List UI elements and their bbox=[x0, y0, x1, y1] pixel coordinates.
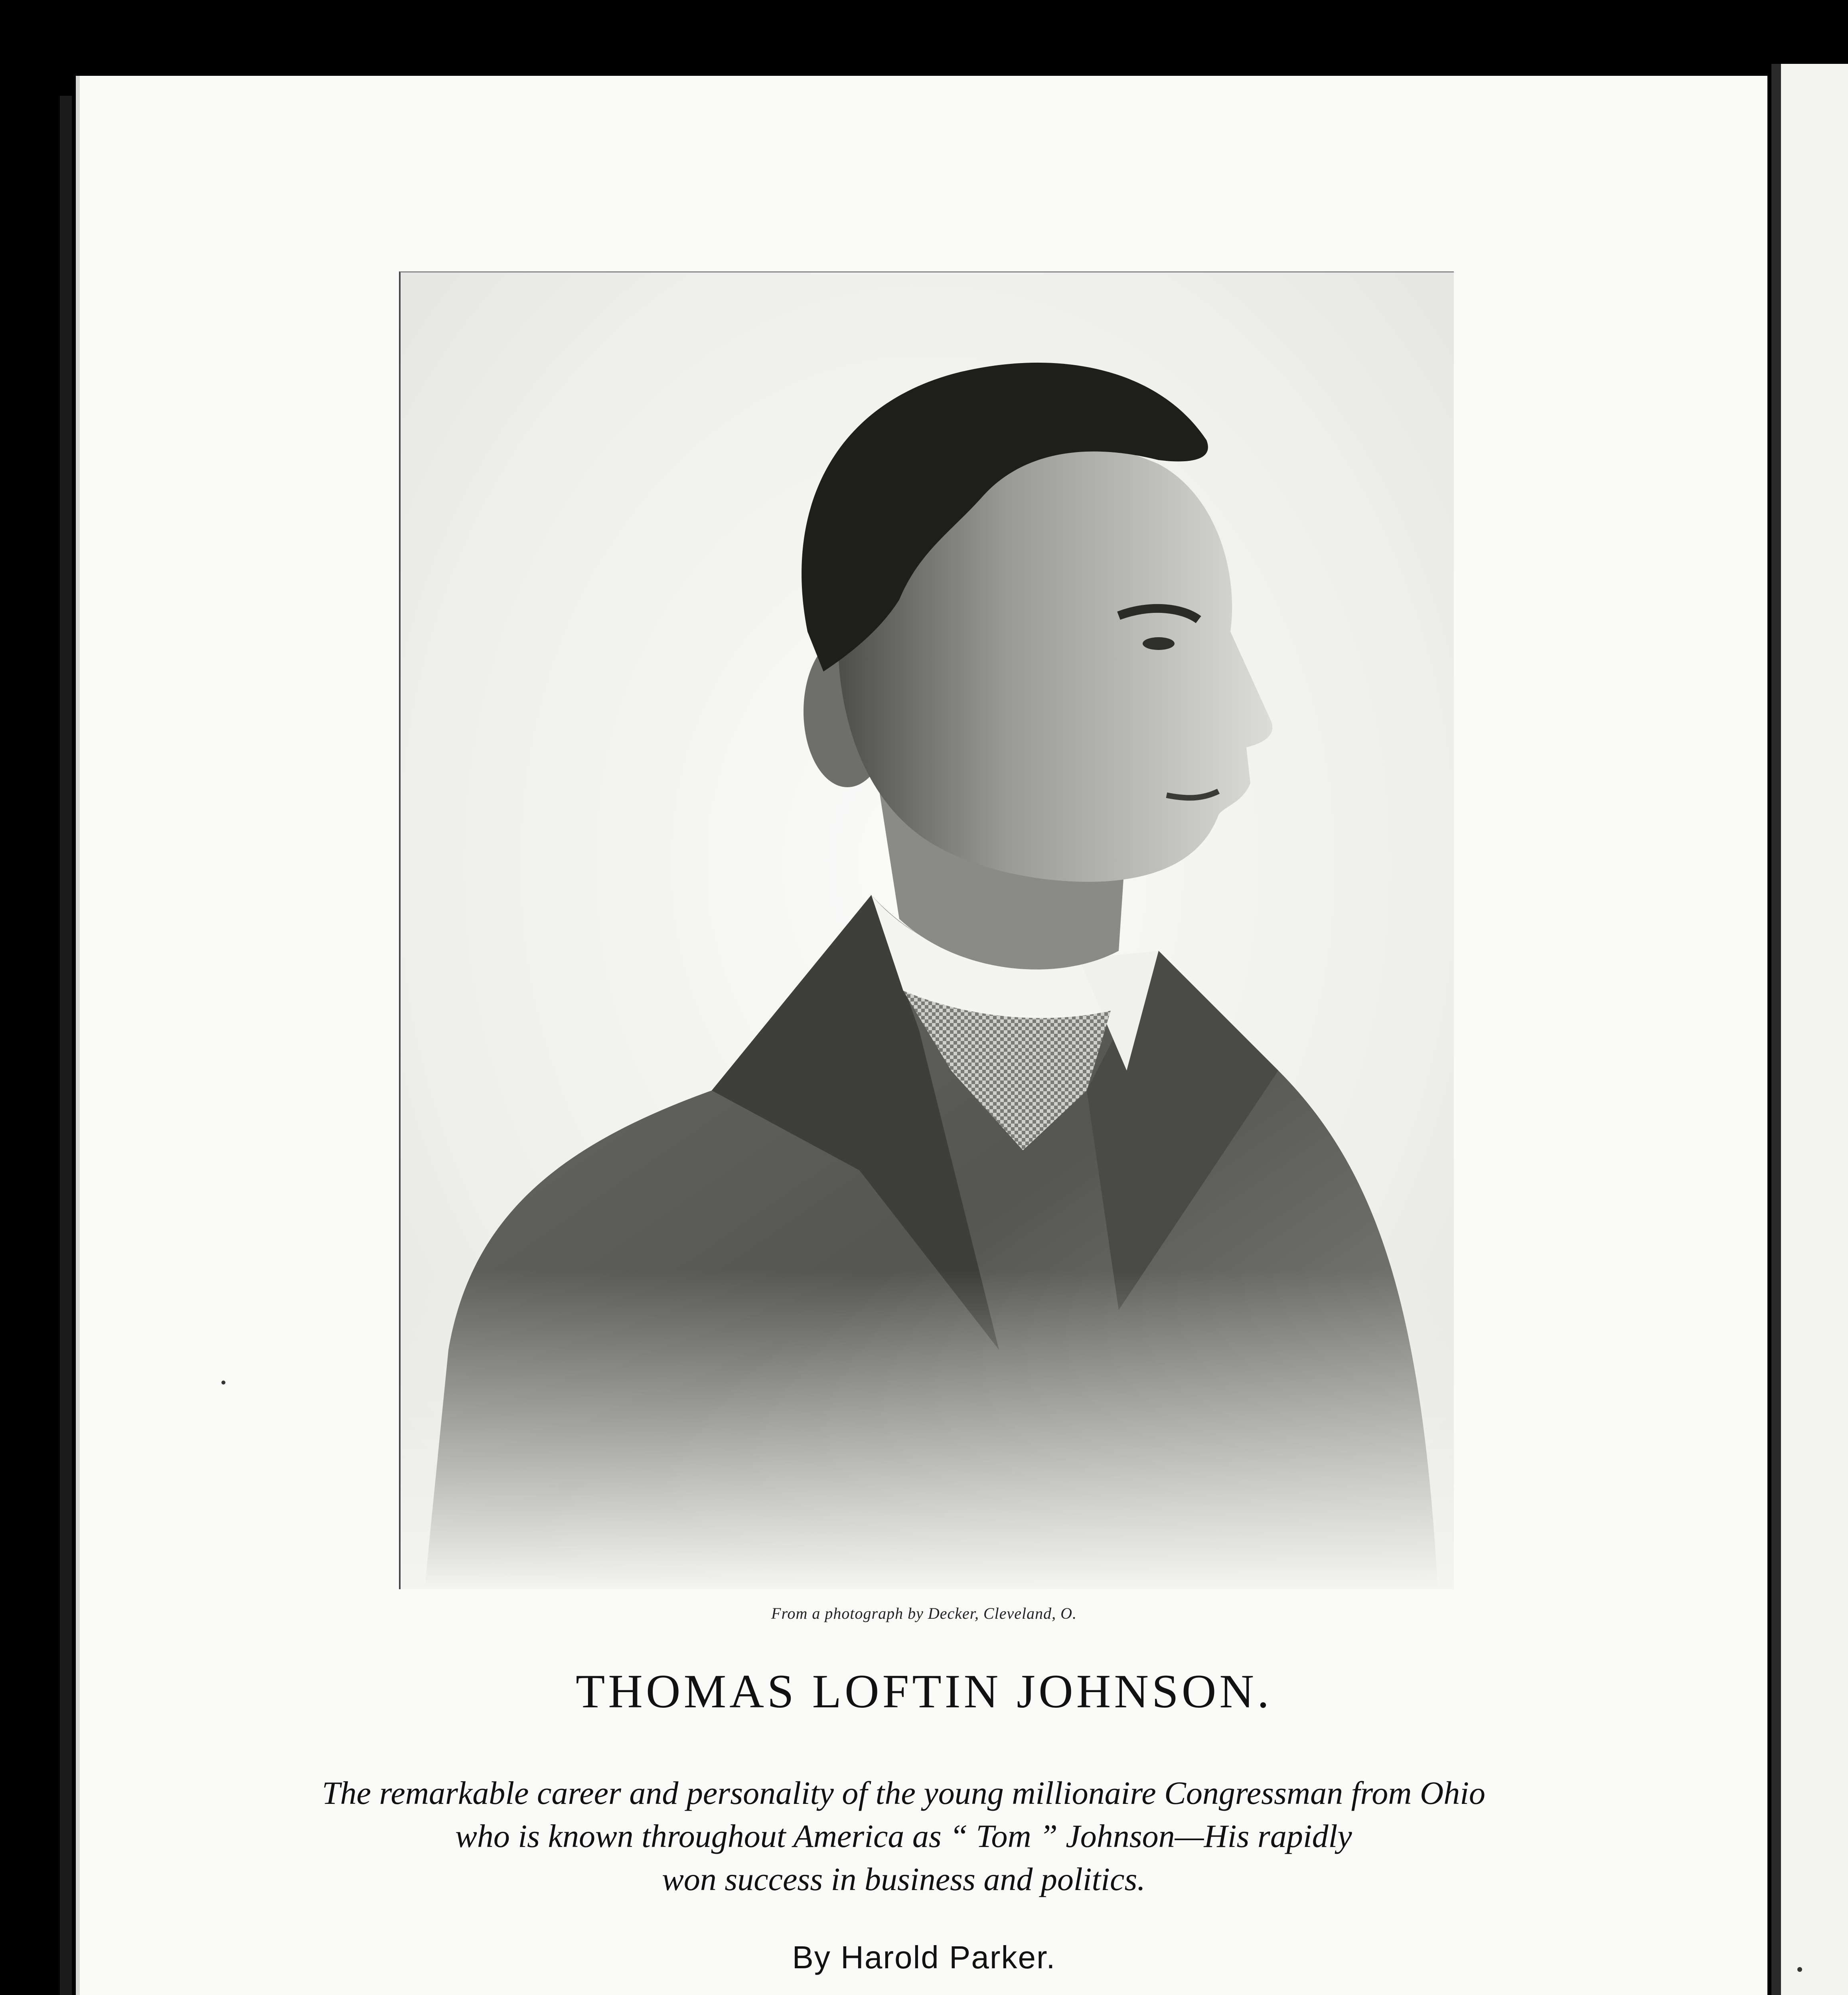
article-title: THOMAS LOFTIN JOHNSON. bbox=[575, 1665, 1273, 1718]
byline: By Harold Parker. bbox=[792, 1940, 1056, 1975]
scan-speck bbox=[221, 1381, 225, 1385]
photo-credit: From a photograph by Decker, Cleveland, O. bbox=[771, 1604, 1077, 1622]
article-subtitle bbox=[199, 1772, 1608, 1901]
subtitle-line: who is known throughout America as “ Tom ” Johnson—His rapidly bbox=[455, 1818, 1352, 1854]
portrait-illustration bbox=[401, 273, 1454, 1589]
subtitle-line: The remarkable career and personality of the young millionaire Congressman from Ohio bbox=[322, 1775, 1485, 1811]
subtitle-line: won success in business and politics. bbox=[662, 1861, 1145, 1897]
portrait-photo bbox=[399, 271, 1454, 1589]
scan-speck bbox=[1797, 1967, 1802, 1972]
